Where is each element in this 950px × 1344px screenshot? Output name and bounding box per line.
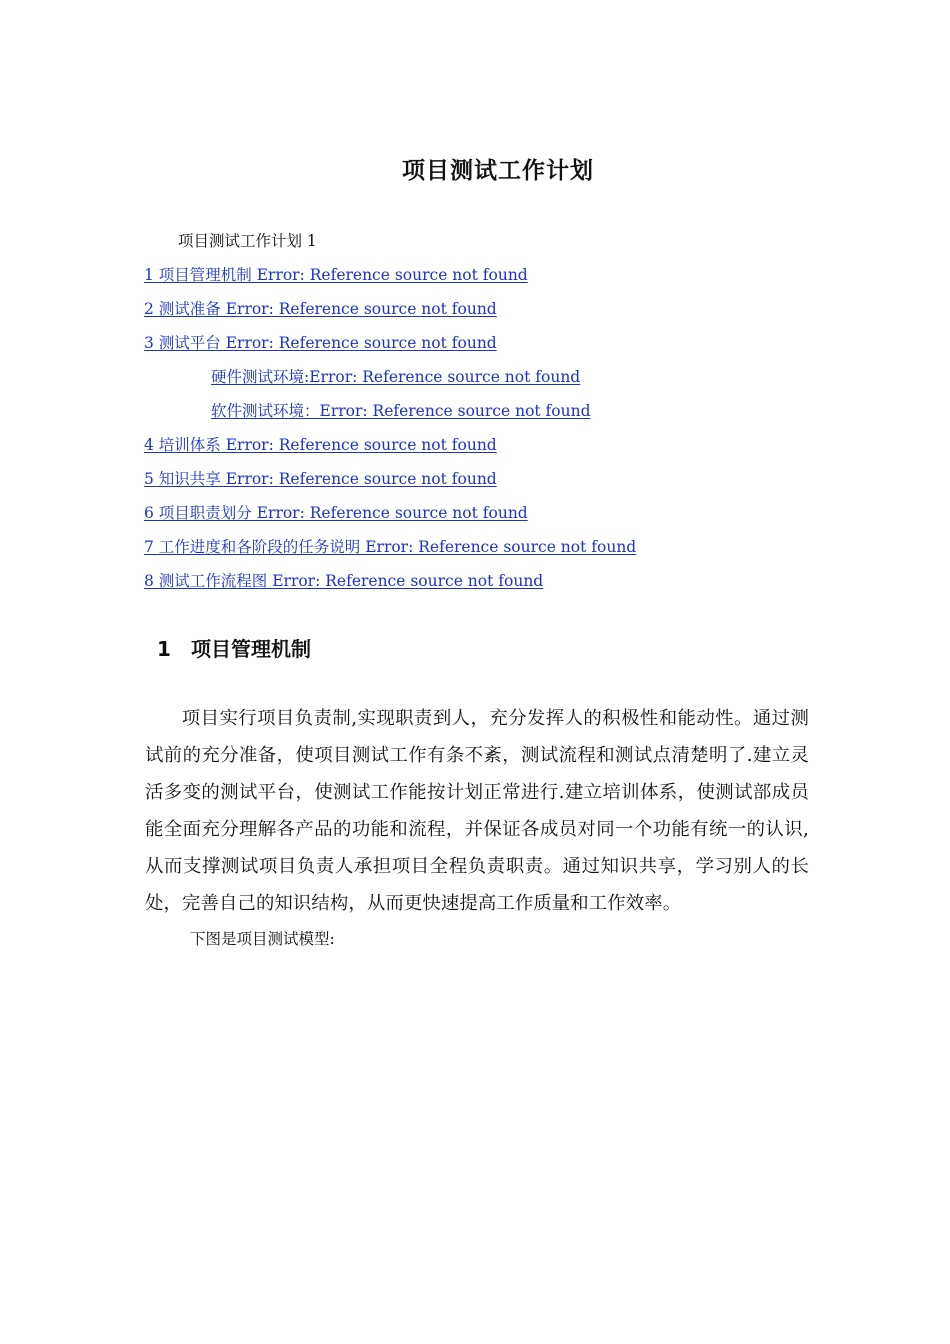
toc-item (144, 432, 497, 458)
section-heading (157, 633, 311, 662)
toc-item (144, 534, 636, 560)
toc-link-test-platform[interactable]: 3 测试平台 Error: Reference source not found (144, 334, 497, 352)
toc-link-project-management[interactable]: 1 项目管理机制 Error: Reference source not found (144, 266, 528, 284)
toc-link-knowledge-sharing[interactable]: 5 知识共享 Error: Reference source not found (144, 470, 497, 488)
toc-item (144, 262, 528, 288)
document-title: 项目测试工作计划 (402, 158, 594, 184)
toc-link-software-env[interactable]: 软件测试环境：Error: Reference source not found (211, 402, 591, 420)
toc-link-test-preparation[interactable]: 2 测试准备 Error: Reference source not found (144, 300, 497, 318)
toc-item (144, 500, 528, 526)
toc-link-schedule[interactable]: 7 工作进度和各阶段的任务说明 Error: Reference source not found (144, 538, 637, 556)
section-paragraph: 项目实行项目负责制,实现职责到人，充分发挥人的积极性和能动性。通过测试前的充分准备，使项目测试工作有条不紊，测试流程和测试点清楚明了.建立灵活多变的测试平台，使测试工作能按计划正常进行.建立培训体系，使测试部成员能全面充分理解各产品的功能和流程，并保证各成员对同一个功能有统一的认识,从而支撑测试项目负责人承担项目全程负责职责。通过知识共享，学习别人的长处，完善自己的知识结构，从而更快速提高工作质量和工作效率。 (145, 708, 809, 914)
toc-link-hardware-env[interactable]: 硬件测试环境:Error: Reference source not found (211, 368, 581, 386)
toc-item (144, 568, 543, 594)
toc-item (211, 364, 580, 390)
toc-item (144, 296, 497, 322)
toc-link-responsibilities[interactable]: 6 项目职责划分 Error: Reference source not found (144, 504, 528, 522)
toc-header: 项目测试工作计划 1 (178, 232, 317, 250)
toc-link-flowchart[interactable]: 8 测试工作流程图 Error: Reference source not found (144, 572, 544, 590)
toc-item (144, 330, 497, 356)
toc-item (144, 466, 497, 492)
section-number: 1 (157, 637, 171, 661)
figure-caption: 下图是项目测试模型: (190, 930, 335, 948)
section-title: 项目管理机制 (191, 637, 311, 661)
toc-item (211, 398, 591, 424)
toc-link-training-system[interactable]: 4 培训体系 Error: Reference source not found (144, 436, 497, 454)
